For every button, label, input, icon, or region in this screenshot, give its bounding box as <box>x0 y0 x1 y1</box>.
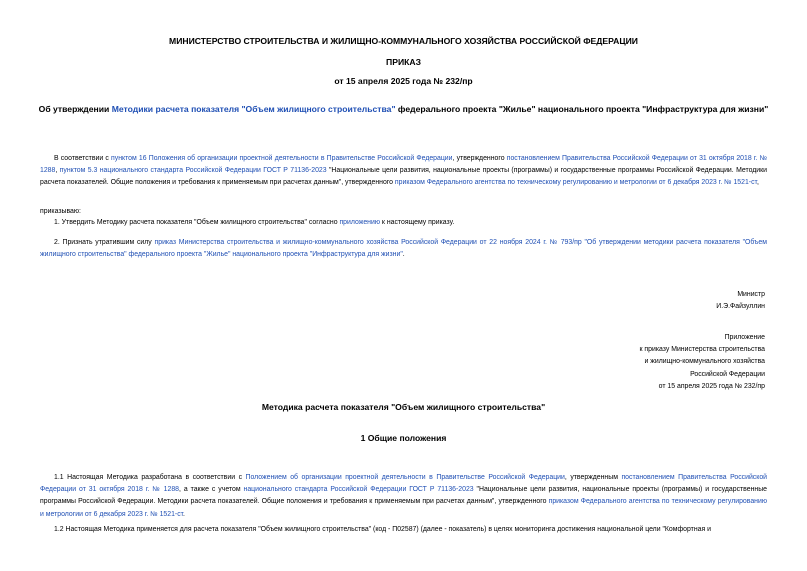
preamble-text: , <box>756 179 759 186</box>
preamble-text: , <box>55 167 60 174</box>
doc-type: ПРИКАЗ <box>386 57 421 67</box>
item1-text: 1. Утвердить Методику расчета показателя "Объем жилищного строительства" согласно <box>54 219 340 226</box>
document-subject <box>32 103 775 115</box>
appendix-line: Приложение <box>724 334 765 341</box>
signature-name: И.Э.Файзуллин <box>716 303 765 311</box>
section-1-title: 1 Общие положения <box>360 433 447 443</box>
appendix-line: Российской Федерации <box>690 370 765 378</box>
preamble-paragraph <box>40 153 767 189</box>
appendix-line: от 15 апреля 2025 года № 232/пр <box>658 382 765 390</box>
order-item-2 <box>40 237 767 261</box>
para11-text: 1.1 Настоящая Методика разработана в соответствии с <box>54 474 246 481</box>
appendix-header <box>640 332 766 393</box>
para11-text: , утвержденным <box>564 474 622 481</box>
preamble-text: , утвержденного <box>452 155 507 162</box>
preamble-link-standard[interactable]: пунктом 5.3 национального стандарта Российской Федерации ГОСТ Р 71136-2023 <box>59 167 327 174</box>
para11-text: , а также с учетом <box>179 486 244 494</box>
doc-date-number: от 15 апреля 2025 года № 232/пр <box>334 76 473 86</box>
para11-link-order[interactable]: приказом Федерального агентства по техническому регулированию и метрологии от 6 декабря 2023 г. № 1521-ст <box>40 498 767 518</box>
appendix-line: и жилищно-коммунального хозяйства <box>644 358 765 366</box>
subject-suffix: федерального проекта "Жилье" национального проекта "Инфраструктура для жизни" <box>395 104 769 114</box>
appendix-line: к приказу Министерства строительства <box>639 346 765 354</box>
ministry-heading: МИНИСТЕРСТВО СТРОИТЕЛЬСТВА И ЖИЛИЩНО-КОММУНАЛЬНОГО ХОЗЯЙСТВА РОССИЙСКОЙ ФЕДЕРАЦИИ <box>169 36 638 46</box>
methodology-title: Методика расчета показателя "Объем жилищного строительства" <box>261 402 546 412</box>
para11-link-resolution[interactable]: постановлением Правительства Российской Федерации от 31 октября 2018 г. № 1288 <box>40 474 768 494</box>
para11-link-regulation[interactable]: Положением об организации проектной деятельности в Правительстве Российской Федерации <box>245 474 565 481</box>
paragraph-1-2: 1.2 Настоящая Методика применяется для расчета показателя "Объем жилищного строительства" (код - П02587) (далее - показатель) в целях мониторинга достижения национальной цели "Комфортная и <box>54 526 711 533</box>
preamble-text: В соответствии с <box>54 155 112 162</box>
paragraph-1-1 <box>40 472 767 521</box>
para11-text: "Национальные цели развития, национальные проекты (программы) и государственные программы Российской Федерации. Методики расчета показателей. Общие положения и требования к применяемым при расчетах данным", утвержденного <box>40 486 767 506</box>
repealed-order-link[interactable]: приказ Министерства строительства и жилищно-коммунального хозяйства Российской Федерации от 22 ноября 2024 г. № 793/пр "Об утверждении методики расчета показателя "Объем жилищного строительства" федерального проекта "Жилье" национального проекта "Инфраструктура для жизни" <box>40 239 767 259</box>
preamble-link-regulation[interactable]: пунктом 16 Положения об организации проектной деятельности в Правительстве Российской Федерации <box>111 155 453 162</box>
order-item-1 <box>54 217 767 229</box>
item2-text: . <box>402 251 405 259</box>
item1-text: к настоящему приказу. <box>379 219 455 226</box>
signature-block <box>716 289 765 313</box>
item2-text: 2. Признать утратившим силу <box>54 239 155 246</box>
preamble-text: "Национальные цели развития, национальные проекты (программы) и государственные программы Российской Федерации. Методики расчета показателей. Общие положения и требования к применяемым при расчетах данным", утвержденного <box>40 167 767 186</box>
signature-title: Министр <box>737 291 765 298</box>
order-word: приказываю: <box>40 208 81 215</box>
para11-link-standard[interactable]: национального стандарта Российской Федерации ГОСТ Р 71136-2023 <box>243 486 474 494</box>
preamble-link-resolution[interactable]: постановлением Правительства Российской Федерации от 31 октября 2018 г. № 1288 <box>40 155 768 174</box>
preamble-link-order[interactable]: приказом Федерального агентства по техническому регулированию и метрологии от 6 декабря 2023 г. № 1521-ст <box>394 179 757 186</box>
subject-link[interactable]: Методики расчета показателя "Объем жилищного строительства" <box>111 104 396 114</box>
appendix-link[interactable]: приложению <box>339 219 380 226</box>
subject-prefix: Об утверждении <box>38 104 112 114</box>
para11-text: . <box>183 510 185 518</box>
